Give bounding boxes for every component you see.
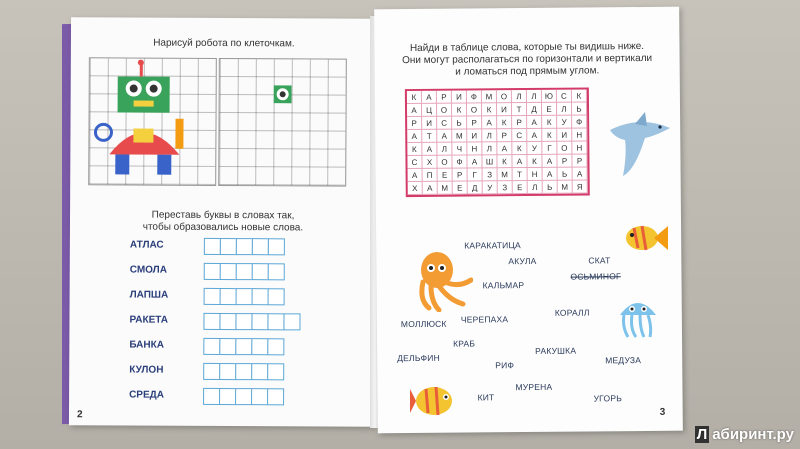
answer-cell[interactable]	[204, 238, 221, 255]
grid-letter[interactable]: А	[512, 155, 527, 168]
answer-cells[interactable]	[203, 388, 283, 405]
grid-letter[interactable]: Р	[497, 129, 512, 142]
grid-letter[interactable]: Ь	[543, 181, 558, 194]
grid-letter[interactable]: Х	[408, 182, 423, 195]
left-page	[69, 17, 377, 427]
grid-letter[interactable]: А	[573, 167, 588, 180]
grid-letter[interactable]: К	[512, 142, 527, 155]
answer-cells[interactable]	[204, 263, 284, 280]
drawing-grid[interactable]	[218, 58, 347, 187]
answer-cell[interactable]	[235, 388, 252, 405]
anagram-instruction-2: чтобы образовались новые слова.	[142, 221, 304, 234]
grid-letter[interactable]: К	[527, 155, 542, 168]
grid-letter[interactable]: М	[452, 130, 467, 143]
grid-letter[interactable]: Е	[438, 169, 453, 182]
anagram-word: КУЛОН	[129, 364, 164, 376]
answer-cells[interactable]	[204, 288, 284, 305]
grid-letter[interactable]: Г	[468, 168, 483, 181]
watermark-text: абиринт.ру	[712, 426, 794, 443]
grid-letter[interactable]: А	[422, 143, 437, 156]
grid-letter[interactable]: А	[422, 91, 437, 104]
grid-letter[interactable]: К	[482, 103, 497, 116]
sea-word: АКУЛА	[508, 255, 537, 267]
answer-cells[interactable]	[203, 363, 283, 380]
answer-cell[interactable]	[268, 263, 285, 280]
answer-cell[interactable]	[220, 263, 237, 280]
grid-letter[interactable]: Л	[512, 90, 527, 103]
grid-letter[interactable]: Д	[527, 103, 542, 116]
grid-letter[interactable]: П	[423, 169, 438, 182]
grid-letter[interactable]: А	[408, 169, 423, 182]
robot-instruction: Нарисуй робота по клеточкам.	[153, 37, 295, 50]
octopus-illustration	[415, 250, 473, 312]
grid-letter[interactable]: Ф	[452, 156, 467, 169]
grid-letter[interactable]: Т	[513, 168, 528, 181]
answer-cell[interactable]	[267, 388, 284, 405]
answer-cell[interactable]	[203, 363, 220, 380]
grid-letter[interactable]: З	[483, 168, 498, 181]
grid-letter[interactable]: А	[437, 130, 452, 143]
grid-letter[interactable]: А	[482, 116, 497, 129]
answer-cell[interactable]	[267, 363, 284, 380]
grid-letter[interactable]: И	[422, 117, 437, 130]
answer-cell[interactable]	[203, 338, 220, 355]
answer-cell[interactable]	[219, 338, 236, 355]
grid-letter[interactable]: Л	[482, 129, 497, 142]
grid-letter[interactable]: У	[483, 181, 498, 194]
answer-cell[interactable]	[252, 263, 269, 280]
answer-cell[interactable]	[220, 288, 237, 305]
grid-letter[interactable]: Л	[482, 142, 497, 155]
answer-cell[interactable]	[251, 363, 268, 380]
sea-word: МЕДУЗА	[605, 355, 642, 366]
grid-letter[interactable]: Ь	[572, 102, 587, 115]
grid-letter[interactable]: А	[527, 129, 542, 142]
grid-letter[interactable]: Р	[453, 169, 468, 182]
answer-cell[interactable]	[236, 238, 253, 255]
grid-letter[interactable]: Ю	[542, 90, 557, 103]
robot-grid	[88, 57, 217, 186]
sea-word: ЧЕРЕПАХА	[460, 314, 509, 325]
answer-cell[interactable]	[235, 338, 252, 355]
answer-cell[interactable]	[251, 313, 268, 330]
grid-letter[interactable]: И	[452, 91, 467, 104]
robot-picture	[89, 58, 216, 185]
grid-letter[interactable]: Р	[407, 117, 422, 130]
grid-letter[interactable]: Ч	[452, 143, 467, 156]
answer-cell[interactable]	[252, 288, 269, 305]
red-fish-illustration	[410, 381, 460, 421]
robot-eye-sample	[274, 85, 292, 103]
page-number-left: 2	[76, 409, 83, 421]
sea-word: КИТ	[477, 392, 495, 403]
grid-letter[interactable]: С	[437, 117, 452, 130]
answer-cell[interactable]	[204, 263, 221, 280]
answer-cell[interactable]	[203, 313, 220, 330]
wordsearch-instruction-1: Найди в таблице слова, которые ты видишь ниже.	[409, 40, 645, 55]
grid-letter[interactable]: И	[557, 129, 572, 142]
sea-word: КАЛЬМАР	[482, 280, 525, 291]
grid-letter[interactable]: К	[542, 116, 557, 129]
sea-word: РИФ	[495, 360, 515, 371]
answer-cell[interactable]	[220, 238, 237, 255]
answer-cell[interactable]	[283, 313, 300, 330]
grid-letter[interactable]: А	[423, 182, 438, 195]
sea-word: КОРАЛЛ	[554, 307, 590, 318]
grid-letter[interactable]: А	[542, 155, 557, 168]
anagram-word: РАКЕТА	[129, 314, 169, 326]
grid-letter[interactable]: Е	[513, 181, 528, 194]
grid-letter[interactable]: И	[467, 129, 482, 142]
grid-letter[interactable]: М	[558, 181, 573, 194]
grid-letter[interactable]: Н	[572, 128, 587, 141]
shark-illustration	[605, 110, 675, 180]
grid-letter[interactable]: К	[497, 116, 512, 129]
wordsearch-instruction-2: Они могут располагаться по горизонтали и вертикали	[402, 52, 653, 67]
answer-cell[interactable]	[235, 313, 252, 330]
grid-letter[interactable]: А	[543, 168, 558, 181]
anagram-word: БАНКА	[129, 339, 164, 351]
grid-letter[interactable]: Т	[512, 103, 527, 116]
grid-letter[interactable]: С	[407, 156, 422, 169]
grid-letter[interactable]: Ь	[558, 168, 573, 181]
grid-letter[interactable]: Х	[422, 156, 437, 169]
grid-letter[interactable]: Н	[467, 142, 482, 155]
sea-word: ОСЬМИНОГ	[570, 271, 621, 282]
answer-cell[interactable]	[267, 313, 284, 330]
answer-cell[interactable]	[236, 288, 253, 305]
grid-letter[interactable]: Р	[512, 116, 527, 129]
answer-cell[interactable]	[235, 363, 252, 380]
grid-letter[interactable]: Р	[557, 155, 572, 168]
answer-cell[interactable]	[268, 288, 285, 305]
answer-cells[interactable]	[203, 313, 299, 331]
grid-letter[interactable]: Ц	[422, 104, 437, 117]
grid-letter[interactable]: М	[482, 90, 497, 103]
grid-letter[interactable]: Ш	[482, 155, 497, 168]
sea-word: УГОРЬ	[593, 393, 622, 404]
grid-letter[interactable]: Л	[557, 103, 572, 116]
grid-letter[interactable]: Н	[572, 141, 587, 154]
answer-cell[interactable]	[236, 263, 253, 280]
anagram-word: ЛАПША	[129, 289, 169, 301]
grid-letter[interactable]: Ь	[452, 117, 467, 130]
grid-letter[interactable]: С	[557, 90, 572, 103]
grid-letter[interactable]: Е	[453, 182, 468, 195]
wordsearch-instruction-3: и ломаться под прямым углом.	[455, 65, 600, 78]
grid-letter[interactable]: Л	[527, 90, 542, 103]
answer-cell[interactable]	[268, 238, 285, 255]
grid-letter[interactable]: К	[572, 89, 587, 102]
answer-cell[interactable]	[219, 313, 236, 330]
grid-letter[interactable]: Р	[437, 91, 452, 104]
sea-word: СКАТ	[588, 255, 611, 266]
anagram-instruction: Переставь буквы в словах так,	[151, 209, 295, 222]
sea-word: КРАБ	[453, 338, 476, 349]
answer-cell[interactable]	[251, 338, 268, 355]
grid-letter[interactable]: И	[497, 103, 512, 116]
sea-word: РАКУШКА	[535, 345, 577, 356]
grid-letter[interactable]: О	[467, 103, 482, 116]
grid-letter[interactable]: А	[497, 142, 512, 155]
jellyfish-illustration	[616, 295, 660, 339]
grid-letter[interactable]: М	[498, 168, 513, 181]
grid-letter[interactable]: К	[407, 143, 422, 156]
yellow-fish-illustration	[624, 220, 668, 256]
answer-cell[interactable]	[203, 388, 220, 405]
grid-letter[interactable]: Я	[573, 180, 588, 193]
watermark-logo: Л	[696, 426, 708, 443]
sea-word: ДЕЛЬФИН	[397, 352, 440, 364]
grid-letter[interactable]: А	[407, 130, 422, 143]
grid-letter[interactable]: З	[498, 181, 513, 194]
grid-letter[interactable]: Ф	[467, 90, 482, 103]
grid-letter[interactable]: О	[497, 90, 512, 103]
grid-letter[interactable]: Д	[468, 181, 483, 194]
grid-letter[interactable]: Т	[422, 130, 437, 143]
watermark	[695, 426, 794, 443]
answer-cell[interactable]	[204, 288, 221, 305]
grid-letter[interactable]: М	[438, 182, 453, 195]
grid-letter[interactable]: Ф	[572, 115, 587, 128]
grid-letter[interactable]: С	[512, 129, 527, 142]
anagram-word: СМОЛА	[129, 264, 167, 276]
grid-letter[interactable]: Г	[542, 142, 557, 155]
answer-cell[interactable]	[267, 338, 284, 355]
grid-letter[interactable]: Р	[572, 154, 587, 167]
grid-letter[interactable]: К	[497, 155, 512, 168]
sea-word: МУРЕНА	[515, 381, 553, 393]
grid-letter[interactable]: К	[542, 129, 557, 142]
sea-word: КАРАКАТИЦА	[464, 240, 521, 251]
answer-cell[interactable]	[219, 363, 236, 380]
answer-cell[interactable]	[252, 238, 269, 255]
anagram-word: СРЕДА	[129, 389, 165, 401]
grid-letter[interactable]: Р	[467, 116, 482, 129]
anagram-word: АТЛАС	[129, 239, 164, 251]
page-number-right: 3	[659, 406, 666, 418]
grid-letter[interactable]: К	[407, 91, 422, 104]
grid-letter[interactable]: А	[407, 104, 422, 117]
grid-letter[interactable]: О	[437, 156, 452, 169]
sea-word: МОЛЛЮСК	[400, 318, 447, 330]
grid-letter[interactable]: У	[557, 116, 572, 129]
grid-letter[interactable]: О	[557, 142, 572, 155]
grid-letter[interactable]: Л	[437, 143, 452, 156]
grid-letter[interactable]: Л	[528, 181, 543, 194]
grid-letter[interactable]: А	[467, 155, 482, 168]
grid-letter[interactable]: К	[452, 104, 467, 117]
answer-cell[interactable]	[219, 388, 236, 405]
answer-cells[interactable]	[204, 238, 284, 255]
grid-letter[interactable]: У	[527, 142, 542, 155]
grid-letter[interactable]: А	[527, 116, 542, 129]
grid-letter[interactable]: Е	[542, 103, 557, 116]
grid-letter[interactable]: О	[437, 104, 452, 117]
answer-cells[interactable]	[203, 338, 283, 355]
word-search-grid[interactable]	[405, 87, 590, 197]
grid-letter[interactable]: Н	[528, 168, 543, 181]
answer-cell[interactable]	[251, 388, 268, 405]
